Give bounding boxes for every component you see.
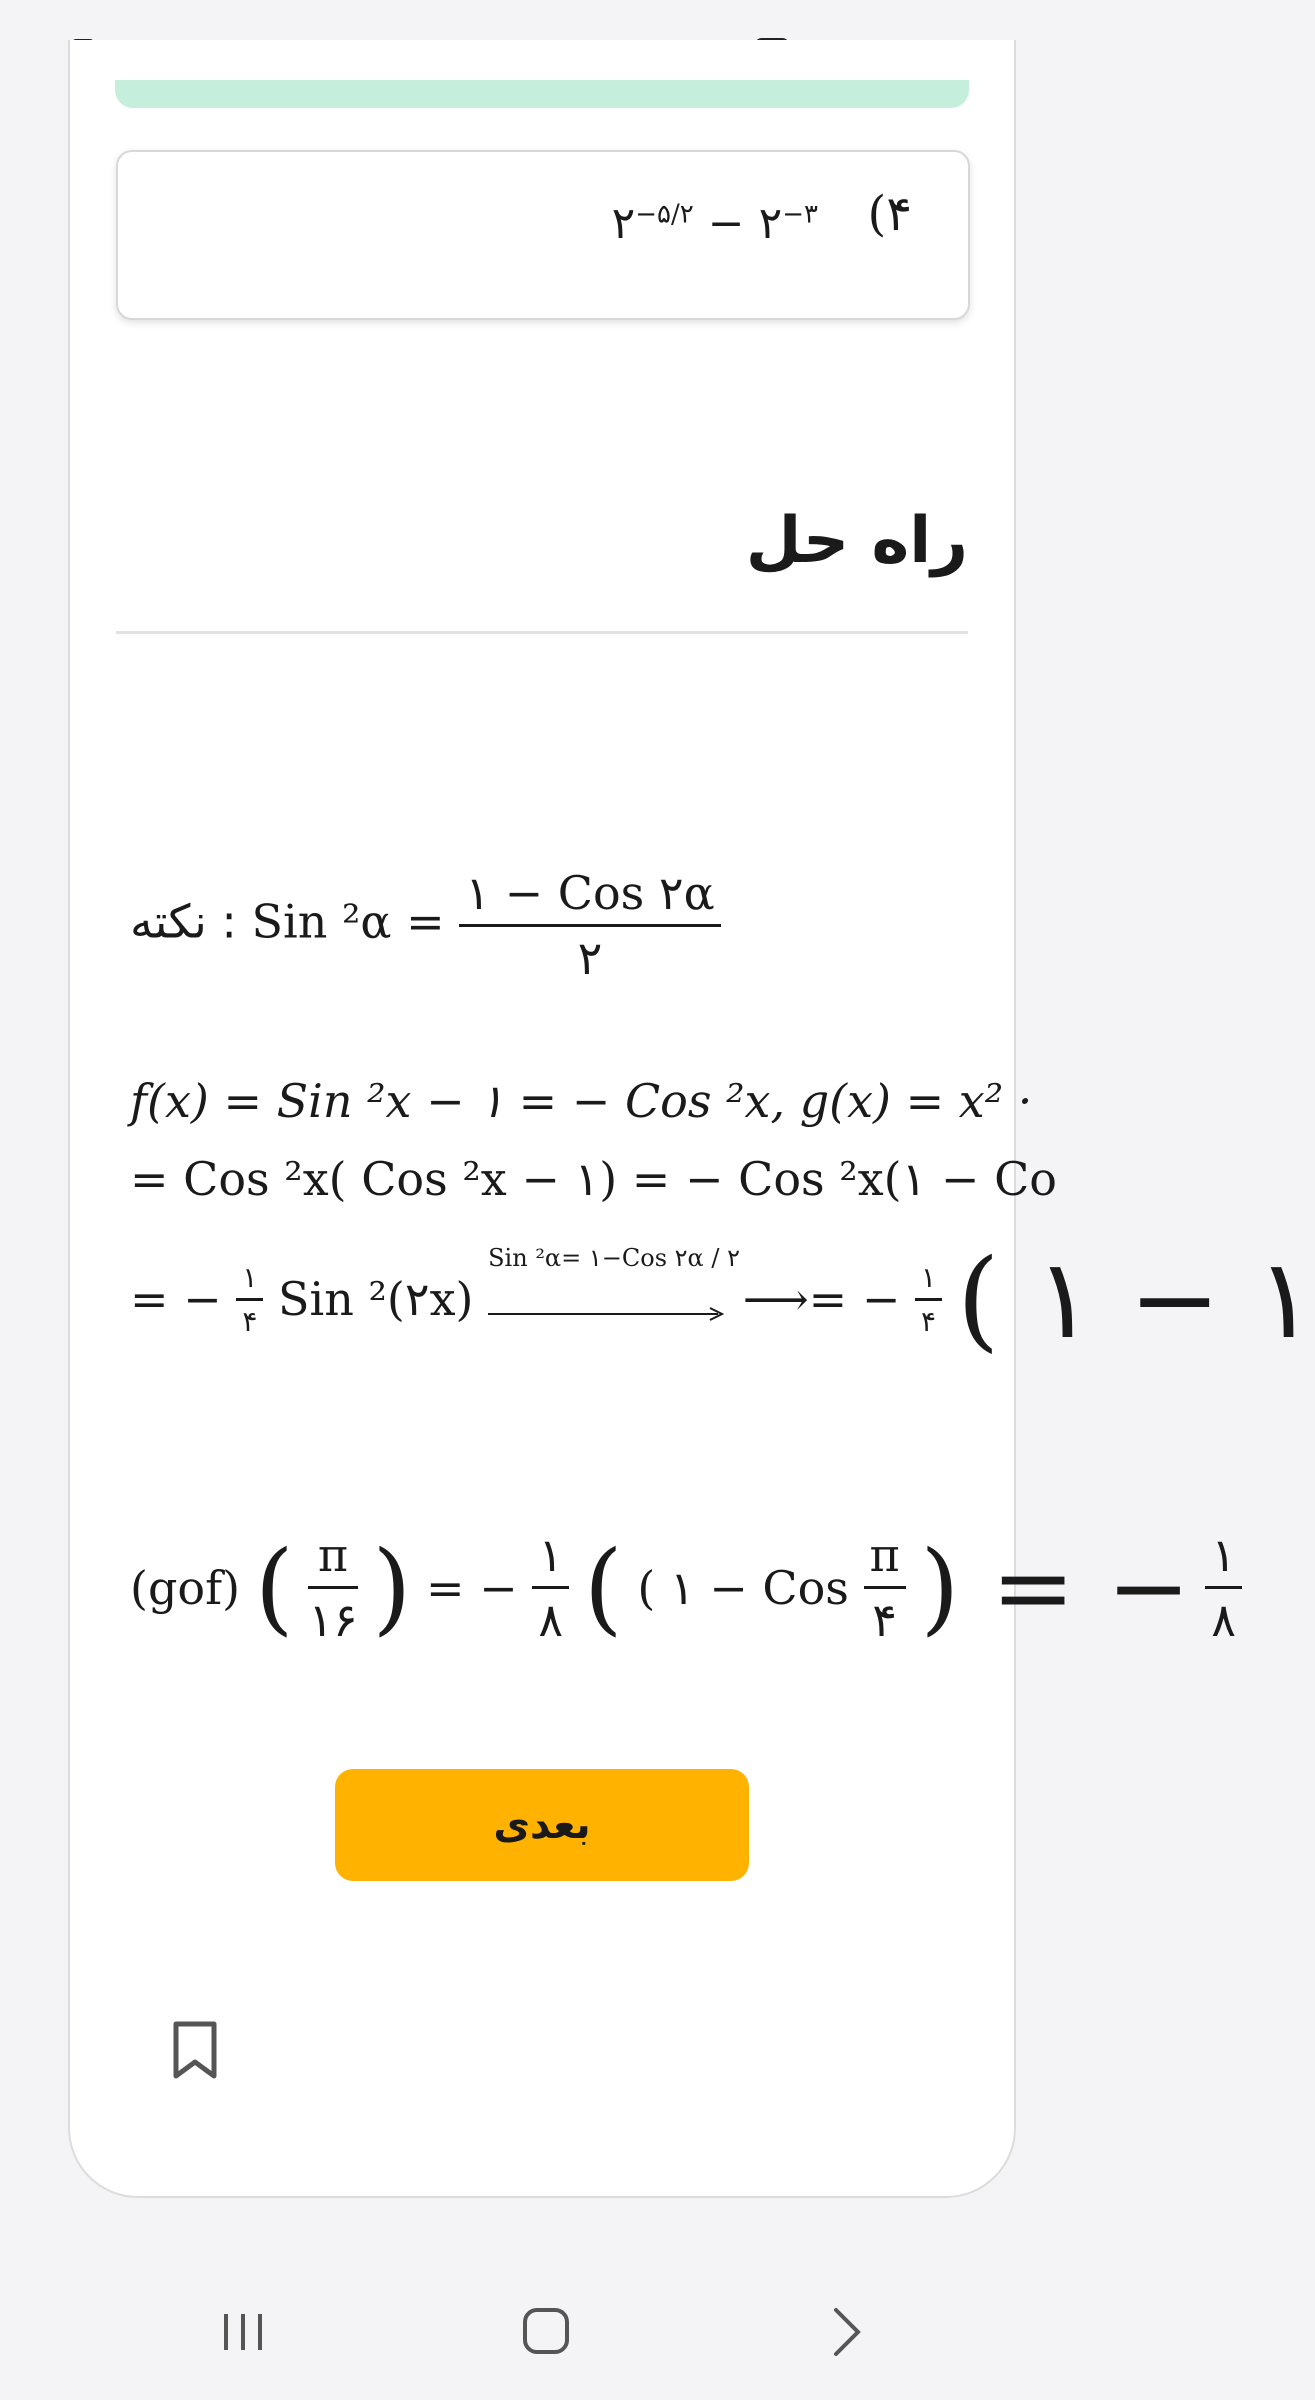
note-formula — [130, 866, 721, 985]
expr-mid: − ۲ — [707, 198, 783, 249]
note-num: ۱ − Cos ۲α — [459, 866, 720, 927]
substitution-arrow: Sin ²α= ۱−Cos ۲α / ۲ — [488, 1264, 728, 1334]
answer-option-4[interactable] — [116, 150, 970, 320]
equation-line-1: f(x) = Sin ²x − ۱ = − Cos ²x, g(x) = x² · — [130, 1074, 1033, 1128]
home-icon[interactable] — [511, 2302, 581, 2362]
expr-sup2: −۳ — [782, 199, 818, 230]
note-den: ۲ — [577, 931, 603, 985]
equation-line-3: = − $\frac{۱}{۴}$ Sin ²(۲x) Sin ²α= ۱−Cos ۲α / ۲ ⟶= − $\frac{۱}{۴}$ ( ۱ − ۱ — [130, 1235, 1315, 1363]
expr-sup1: −۵/۲ — [635, 199, 694, 230]
next-button[interactable]: بعدی — [335, 1769, 749, 1881]
back-icon[interactable] — [812, 2302, 882, 2362]
question-card — [68, 40, 1315, 2198]
option-expression — [612, 198, 818, 249]
note-lhs: Sin ²α = — [251, 894, 445, 949]
divider — [116, 631, 968, 634]
expr-base: ۲ — [611, 198, 636, 249]
system-nav-bar — [0, 2262, 1080, 2400]
equation-line-4: (gof) ( $\frac{\pi}{۱۶}$ ) = − $\frac{۱}{۸}$ ( ( ۱ − Cos $\frac{\pi}{۴}$ ) = − $\frac{۱}{۸}$ — [130, 1518, 970, 1668]
note-label: نکته : — [130, 894, 237, 949]
note-fraction — [459, 866, 720, 985]
option-number: (۴ — [867, 186, 912, 242]
solution-title: راه حل — [745, 504, 968, 578]
bookmark-icon[interactable] — [170, 2020, 220, 2080]
equation-line-2: = Cos ²x( Cos ²x − ۱) = − Cos ²x(۱ − Co — [130, 1152, 1057, 1206]
recents-icon[interactable] — [208, 2302, 278, 2362]
selected-option-strip — [115, 80, 969, 108]
